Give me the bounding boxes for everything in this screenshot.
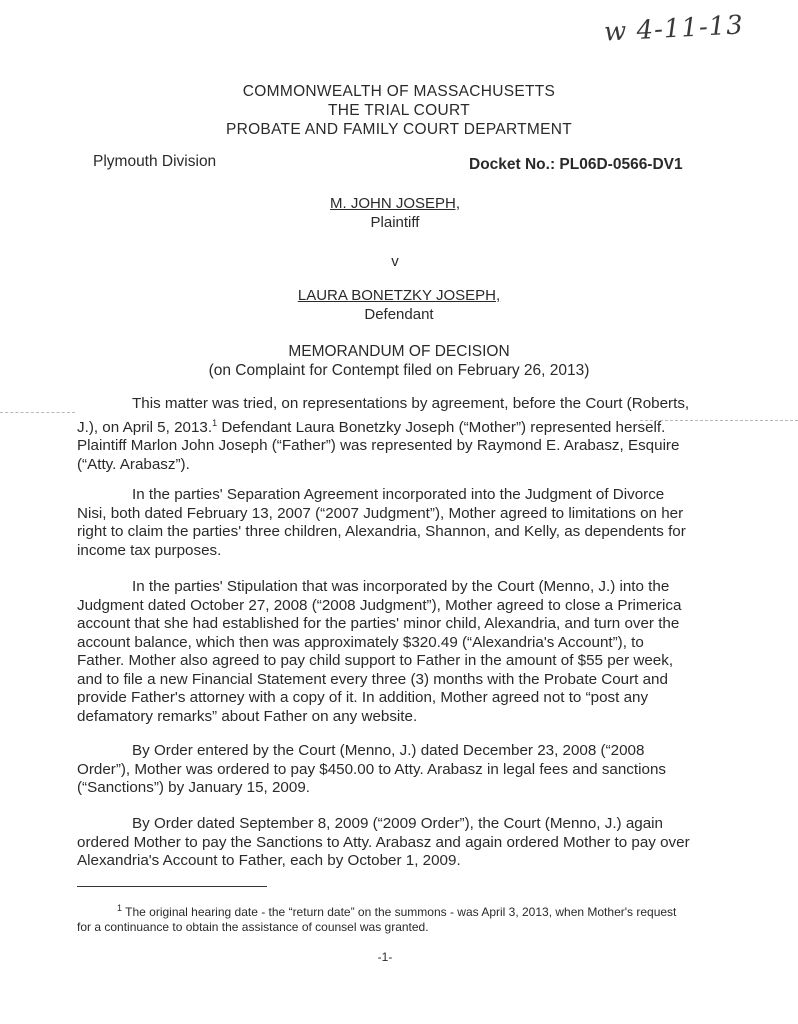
paragraph-trial-part1: This matter was tried, on representations by agreement, before the Court (Roberts, J.), on April 5, 2013. (77, 395, 690, 436)
paragraph-trial-part2: Defendant Laura Bonetzky Joseph (“Mother”) represented herself. Plaintiff Marlon John Joseph (“Father”) was represented by Raymond E. Arabasz, Esquire (“Atty. Arabasz”). (77, 418, 680, 473)
footnote-divider (77, 886, 267, 887)
plaintiff-name: M. JOHN JOSEPH, (329, 195, 460, 212)
paragraph-2008-order: By Order entered by the Court (Menno, J.) dated December 23, 2008 (“2008 Order”), Mother was ordered to pay $450.00 to Atty. Arabasz in legal fees and sanctions (“Sanctions”) by January 15, 2009. (77, 742, 666, 796)
versus-label: v (391, 253, 399, 270)
plaintiff-role: Plaintiff (370, 214, 420, 231)
docket-number: Docket No.: PL06D-0566-DV1 (469, 156, 683, 173)
paragraph-2009-order: By Order dated September 8, 2009 (“2009 Order”), the Court (Menno, J.) again ordered Mother to pay the Sanctions to Atty. Arabasz and again ordered Mother to pay over Alexandria's Account to Father, each by October 1, 2009. (77, 815, 690, 869)
scan-artifact-left (0, 412, 75, 413)
footnote-text: The original hearing date - the “return date” on the summons - was April 3, 2013, when Mother's request for a continuance to obtain the assistance of counsel was granted. (77, 905, 677, 934)
paragraph-trial (77, 395, 691, 474)
memo-heading (0, 342, 798, 380)
defendant-name: LAURA BONETZKY JOSEPH, (297, 287, 501, 304)
memo-subtitle: (on Complaint for Contempt filed on February 26, 2013) (208, 362, 590, 379)
scan-artifact-right (640, 420, 798, 421)
court-caption (0, 82, 798, 139)
footnote-1 (77, 901, 677, 935)
paragraph-stipulation: In the parties' Stipulation that was incorporated by the Court (Menno, J.) into the Judgment dated October 27, 2008 (“2008 Judgment”), Mother agreed to close a Primerica account that she had established for the parties' minor child, Alexandria, and turn over the account balance, which then was approximately $320.49 (“Alexandria's Account”), to Father. Mother also agreed to pay child support to Father in the amount of $55 per week, and to file a new Financial Statement every three (3) months with the Probate Court and provide Father's attorney with a copy of it. In addition, Mother agreed not to “post any defamatory remarks” about Father on any website. (77, 578, 682, 725)
defendant-block (0, 286, 798, 324)
page-number: -1- (377, 950, 393, 964)
memo-title: MEMORANDUM OF DECISION (288, 343, 510, 360)
defendant-role: Defendant (364, 306, 434, 323)
caption-trial-court: THE TRIAL COURT (327, 102, 470, 119)
handwritten-date-note: w 4-11-13 (603, 10, 745, 48)
footnote-reference: 1 (212, 417, 218, 428)
caption-department: PROBATE AND FAMILY COURT DEPARTMENT (225, 121, 573, 138)
footnote-marker: 1 (117, 903, 123, 913)
division-label: Plymouth Division (93, 153, 217, 170)
caption-commonwealth: COMMONWEALTH OF MASSACHUSETTS (242, 83, 556, 100)
paragraph-separation-agreement: In the parties' Separation Agreement incorporated into the Judgment of Divorce Nisi, both dated February 13, 2007 (“2007 Judgment”), Mother agreed to limitations on her right to claim the parties' three children, Alexandria, Shannon, and Kelly, as dependents for income tax purposes. (77, 486, 686, 559)
plaintiff-block (0, 194, 794, 232)
